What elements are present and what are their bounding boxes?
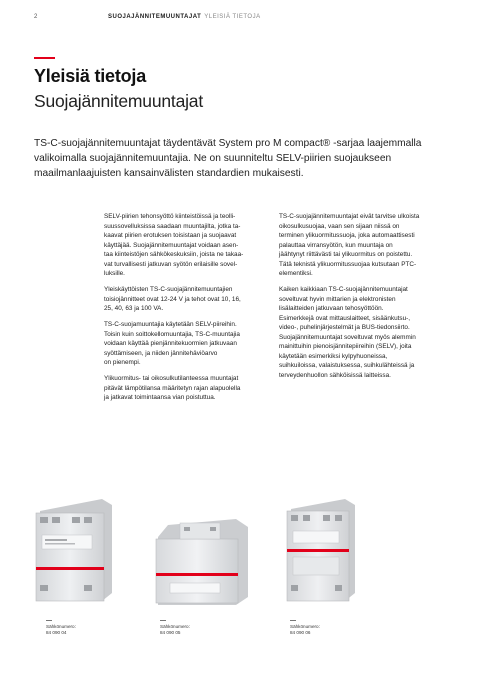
body-line: käytetään esimerkiksi kylpyhuoneissa, [279, 352, 388, 360]
product-image-transformer-wide [150, 517, 260, 609]
page-title: Yleisiä tietoja [34, 66, 147, 86]
body-line: Yleiskäyttöisten TS-C-suojajännitemuuntajien [104, 286, 233, 293]
product-image-transformer-module [283, 493, 363, 605]
caption-rule [46, 620, 52, 621]
product-caption-label: Sähkönumero: [160, 624, 190, 629]
product-caption-label: Sähkönumero: [290, 624, 320, 629]
body-line: ja jatkavat toimintaansa vian poistuttua. [104, 394, 216, 401]
caption-rule [160, 620, 166, 621]
body-line: toisiojännitteet ovat 12-24 V ja tehot ovat 10, 16, [104, 295, 241, 303]
page-number: 2 [34, 14, 38, 20]
running-header [108, 14, 261, 20]
body-paragraph [279, 285, 451, 380]
product-caption [160, 620, 190, 636]
product-image-transformer-tall [30, 493, 120, 605]
body-line: jäähtynyt riittävästi tai ylikuormitus on poistettu. [279, 251, 413, 258]
running-header-subsection: YLEISIÄ TIETOJA [204, 14, 261, 20]
body-line: mainittuihin pienoisjännitepiireihin (SELV), joita [279, 343, 412, 350]
body-line: video-, puhelinjärjestelmät ja BUS-tiedonsiirto. [279, 324, 410, 331]
body-column-right [279, 212, 451, 387]
body-line: syöttämiseen, ja niiden jännitehäviöarvo [104, 349, 218, 357]
body-line: suussovelluksissa saadaan muuntajilta, jotka ta- [104, 222, 241, 230]
running-header-section: SUOJAJÄNNITEMUUNTAJAT [108, 14, 202, 20]
body-line: taa kiinteistöjen sähkökeskuksiin, joista ne takaa- [104, 251, 244, 258]
body-line: Toisin kuin soittokellomuuntajia, TS-C-muuntajia [104, 330, 240, 338]
product-caption [46, 620, 76, 636]
body-line: oikosulkusuojaa, vaan sen sijaan niissä on [279, 222, 400, 230]
product-caption-number: 84 090 05 [160, 630, 181, 635]
body-line: suihkuiloissa, valaistuksessa, suihkulähteissä ja [279, 362, 415, 369]
body-line: Esimerkkejä ovat mittauslaitteet, sisäänkutsu-, [279, 314, 411, 322]
intro-line: valikoimalla suojajännitemuuntajia. Ne on suunniteltu SELV-piirien suojaukseen [34, 153, 392, 164]
body-line: soveltuvat hyvin mittarien ja elektronisten [279, 295, 396, 303]
body-line: elementiksi. [279, 270, 313, 277]
body-line: kaavat piirien erotuksen toisistaan ja suojaavat [104, 232, 237, 239]
body-line: terveydenhuollon sähköisissä laitteissa. [279, 371, 391, 379]
product-caption-number: 84 090 06 [290, 630, 311, 635]
body-line: pitävät lämpötilansa määritetyn rajan alapuolella [104, 384, 241, 392]
caption-rule [290, 620, 296, 621]
body-line: lisälaitteiden jatkuvaan tehosyöttöön. [279, 305, 384, 312]
body-line: 25, 40, 63 ja 100 VA. [104, 305, 164, 312]
body-line: luksille. [104, 270, 125, 277]
body-line: Kaiken kaikkiaan TS-C-suojajännitemuuntajat [279, 286, 408, 293]
body-line: on pienempi. [104, 359, 141, 366]
body-line: Suojajännitemuuntajat soveltuvat myös alemmin [279, 333, 416, 341]
body-line: TS-C-suojajännitemuuntajat eivät tarvitse ulkoista [279, 213, 420, 220]
body-paragraph [104, 320, 272, 368]
product-caption-label: Sähkönumero: [46, 624, 76, 629]
intro-paragraph [34, 136, 454, 181]
body-paragraph [279, 212, 451, 279]
body-line: TS-C-suojamuuntajia käytetään SELV-piireihin. [104, 321, 237, 328]
body-paragraph [104, 285, 272, 314]
body-line: käyttäjää. Suojajännitemuuntajat voidaan asen- [104, 241, 239, 249]
intro-line: TS-C-suojajännitemuuntajat täydentävät System pro M compact® -sarjaa laajemmalla [34, 138, 422, 149]
body-column-left [104, 212, 272, 409]
accent-bar [34, 57, 55, 59]
body-line: vat turvallisesti jatkuvan syötön erilaisille sovel- [104, 260, 238, 268]
body-line: terminen ylikuormitussuoja, joka automaattisesti [279, 232, 415, 239]
body-paragraph [104, 374, 272, 403]
product-caption [290, 620, 320, 636]
body-paragraph [104, 212, 272, 279]
page-subtitle: Suojajännitemuuntajat [34, 91, 203, 111]
body-line: voidaan käyttää pienjännitekuormien jatkuvaan [104, 340, 237, 347]
body-line: Ylikuormitus- tai oikosulkutilanteessa muuntajat [104, 375, 239, 382]
intro-line: maailmanlaajuisten kansainvälisten standardien mukaisesti. [34, 168, 304, 179]
body-line: palauttaa virransyötön, kun muuntaja on [279, 241, 393, 249]
product-caption-number: 84 090 04 [46, 630, 67, 635]
body-line: Tätä teknistä ylikuormitussuojaa kutsutaan PTC- [279, 260, 417, 268]
body-line: SELV-piirien tehonsyöttö kiinteistöissä ja teolli- [104, 213, 236, 220]
